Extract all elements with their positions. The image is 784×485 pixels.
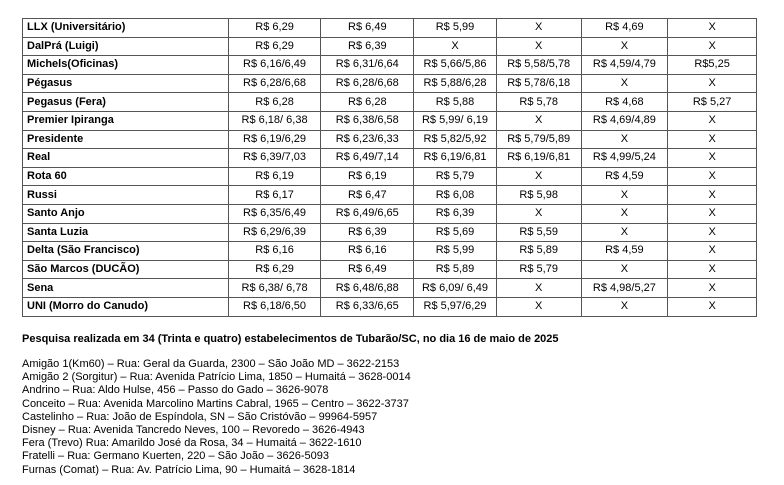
station-name: Delta (São Francisco)	[23, 242, 229, 261]
address-line: Amigão 2 (Sorgitur) – Rua: Avenida Patrício Lima, 1850 – Humaitá – 3628-0014	[22, 371, 411, 384]
price-cell: R$ 6,33/6,65	[321, 297, 414, 316]
station-name: UNI (Morro do Canudo)	[23, 297, 229, 316]
price-cell: X	[496, 204, 581, 223]
price-cell: X	[496, 19, 581, 38]
price-cell: R$ 5,69	[414, 223, 497, 242]
price-cell: R$ 6,19/6,29	[228, 130, 321, 149]
price-cell: X	[496, 297, 581, 316]
price-cell: R$ 6,47	[321, 186, 414, 205]
price-cell: R$5,25	[668, 56, 757, 75]
price-cell: R$ 6,49/7,14	[321, 149, 414, 168]
price-cell: R$ 4,68	[581, 93, 668, 112]
price-cell: X	[581, 37, 668, 56]
price-cell: X	[581, 297, 668, 316]
address-line: Furnas (Comat) – Rua: Av. Patrício Lima, 90 – Humaitá – 3628-1814	[22, 463, 356, 476]
price-cell: R$ 5,79	[496, 260, 581, 279]
station-name: DalPrá (Luigi)	[23, 37, 229, 56]
price-cell: X	[496, 37, 581, 56]
price-cell: X	[581, 223, 668, 242]
price-cell: X	[581, 260, 668, 279]
station-name: LLX (Universitário)	[23, 19, 229, 38]
price-cell: R$ 4,59/4,79	[581, 56, 668, 75]
price-cell: R$ 6,16	[228, 242, 321, 261]
price-cell: X	[668, 19, 757, 38]
price-cell: R$ 5,66/5,86	[414, 56, 497, 75]
price-cell: R$ 6,48/6,88	[321, 279, 414, 298]
price-cell: X	[668, 204, 757, 223]
address-line: Amigão 1(Km60) – Rua: Geral da Guarda, 2300 – São João MD – 3622-2153	[22, 358, 400, 370]
price-cell: R$ 5,88/6,28	[414, 74, 497, 93]
price-cell: X	[581, 204, 668, 223]
price-cell: X	[581, 186, 668, 205]
price-cell: R$ 4,98/5,27	[581, 279, 668, 298]
address-list	[22, 358, 411, 477]
price-cell: R$ 6,49	[321, 260, 414, 279]
price-cell: R$ 6,28/6,68	[321, 74, 414, 93]
table-row	[23, 242, 757, 261]
price-cell: X	[668, 37, 757, 56]
price-cell: R$ 6,49/6,65	[321, 204, 414, 223]
price-cell: R$ 5,59	[496, 223, 581, 242]
price-cell: R$ 6,19/6,81	[496, 149, 581, 168]
price-cell: R$ 4,59	[581, 167, 668, 186]
station-name: Pégasus	[23, 74, 229, 93]
table-row	[23, 93, 757, 112]
price-cell: R$ 6,19	[228, 167, 321, 186]
station-name: Russi	[23, 186, 229, 205]
station-name: Real	[23, 149, 229, 168]
price-cell: R$ 5,27	[668, 93, 757, 112]
price-cell: R$ 5,79/5,89	[496, 130, 581, 149]
price-cell: R$ 6,39	[321, 223, 414, 242]
price-cell: R$ 6,29	[228, 37, 321, 56]
price-cell: R$ 6,49	[321, 19, 414, 38]
address-line: Andrino – Rua: Aldo Hulse, 456 – Passo do Gado – 3626-9078	[22, 384, 329, 397]
table-row	[23, 279, 757, 298]
price-cell: R$ 6,17	[228, 186, 321, 205]
table-row	[23, 74, 757, 93]
station-name: São Marcos (DUCÃO)	[23, 260, 229, 279]
price-cell: R$ 6,28/6,68	[228, 74, 321, 93]
address-line: Castelinho – Rua: João de Espíndola, SN – São Cristóvão – 99964-5957	[22, 410, 378, 423]
price-cell: R$ 5,88	[414, 93, 497, 112]
table-row	[23, 297, 757, 316]
price-cell: R$ 6,19/6,81	[414, 149, 497, 168]
price-table-body	[23, 19, 757, 317]
price-cell: X	[668, 149, 757, 168]
price-cell: R$ 5,99/ 6,19	[414, 111, 497, 130]
table-row	[23, 37, 757, 56]
table-row	[23, 111, 757, 130]
price-cell: R$ 6,38/6,58	[321, 111, 414, 130]
price-cell: R$ 6,39	[321, 37, 414, 56]
price-cell: R$ 6,08	[414, 186, 497, 205]
station-name: Pegasus (Fera)	[23, 93, 229, 112]
station-name: Santo Anjo	[23, 204, 229, 223]
price-cell: X	[668, 186, 757, 205]
price-cell: R$ 6,39	[414, 204, 497, 223]
station-name: Michels(Oficinas)	[23, 56, 229, 75]
price-cell: R$ 5,78	[496, 93, 581, 112]
address-line: Conceito – Rua: Avenida Marcolino Martins Cabral, 1965 – Centro – 3622-3737	[22, 397, 409, 410]
price-cell: X	[668, 223, 757, 242]
price-cell: X	[496, 167, 581, 186]
survey-summary: Pesquisa realizada em 34 (Trinta e quatro) estabelecimentos de Tubarão/SC, no dia 16 de maio de 2025	[22, 333, 559, 345]
price-table	[22, 18, 757, 317]
price-cell: R$ 6,29	[228, 260, 321, 279]
price-cell: R$ 6,35/6,49	[228, 204, 321, 223]
price-cell: X	[496, 111, 581, 130]
price-cell: R$ 6,28	[228, 93, 321, 112]
price-cell: R$ 5,97/6,29	[414, 297, 497, 316]
price-cell: R$ 6,18/ 6,38	[228, 111, 321, 130]
address-line: Disney – Rua: Avenida Tancredo Neves, 100 – Revoredo – 3626-4943	[22, 424, 365, 437]
price-cell: R$ 5,78/6,18	[496, 74, 581, 93]
station-name: Sena	[23, 279, 229, 298]
price-cell: R$ 6,31/6,64	[321, 56, 414, 75]
price-cell: R$ 6,39/7,03	[228, 149, 321, 168]
table-row	[23, 149, 757, 168]
price-cell: R$ 4,69	[581, 19, 668, 38]
station-name: Rota 60	[23, 167, 229, 186]
price-cell: R$ 6,29/6,39	[228, 223, 321, 242]
price-cell: R$ 5,98	[496, 186, 581, 205]
price-cell: R$ 6,16	[321, 242, 414, 261]
address-line: Fera (Trevo) Rua: Amarildo José da Rosa, 34 – Humaitá – 3622-1610	[22, 437, 362, 450]
table-row	[23, 186, 757, 205]
price-cell: R$ 5,99	[414, 19, 497, 38]
price-cell: R$ 5,89	[414, 260, 497, 279]
table-row	[23, 130, 757, 149]
station-name: Presidente	[23, 130, 229, 149]
price-cell: X	[668, 111, 757, 130]
price-cell: R$ 6,16/6,49	[228, 56, 321, 75]
price-cell: R$ 6,28	[321, 93, 414, 112]
price-cell: X	[668, 279, 757, 298]
table-row	[23, 204, 757, 223]
price-cell: X	[496, 279, 581, 298]
price-cell: R$ 5,79	[414, 167, 497, 186]
price-cell: R$ 4,99/5,24	[581, 149, 668, 168]
table-row	[23, 260, 757, 279]
price-cell: X	[668, 297, 757, 316]
price-cell: X	[668, 130, 757, 149]
station-name: Santa Luzia	[23, 223, 229, 242]
price-cell: R$ 6,09/ 6,49	[414, 279, 497, 298]
price-cell: R$ 6,29	[228, 19, 321, 38]
price-cell: R$ 6,23/6,33	[321, 130, 414, 149]
price-cell: R$ 6,18/6,50	[228, 297, 321, 316]
table-row	[23, 223, 757, 242]
price-cell: R$ 4,59	[581, 242, 668, 261]
price-cell: R$ 6,19	[321, 167, 414, 186]
price-cell: X	[581, 130, 668, 149]
price-cell: R$ 4,69/4,89	[581, 111, 668, 130]
price-cell: R$ 5,58/5,78	[496, 56, 581, 75]
address-line: Fratelli – Rua: Germano Kuerten, 220 – São João – 3626-5093	[22, 450, 329, 463]
table-row	[23, 56, 757, 75]
price-cell: X	[414, 37, 497, 56]
price-cell: R$ 5,82/5,92	[414, 130, 497, 149]
price-cell: X	[668, 167, 757, 186]
table-row	[23, 167, 757, 186]
table-row	[23, 19, 757, 38]
price-cell: R$ 5,89	[496, 242, 581, 261]
price-cell: R$ 6,38/ 6,78	[228, 279, 321, 298]
price-cell: X	[668, 242, 757, 261]
price-cell: X	[668, 74, 757, 93]
price-cell: X	[668, 260, 757, 279]
price-cell: R$ 5,99	[414, 242, 497, 261]
station-name: Premier Ipiranga	[23, 111, 229, 130]
price-cell: X	[581, 74, 668, 93]
